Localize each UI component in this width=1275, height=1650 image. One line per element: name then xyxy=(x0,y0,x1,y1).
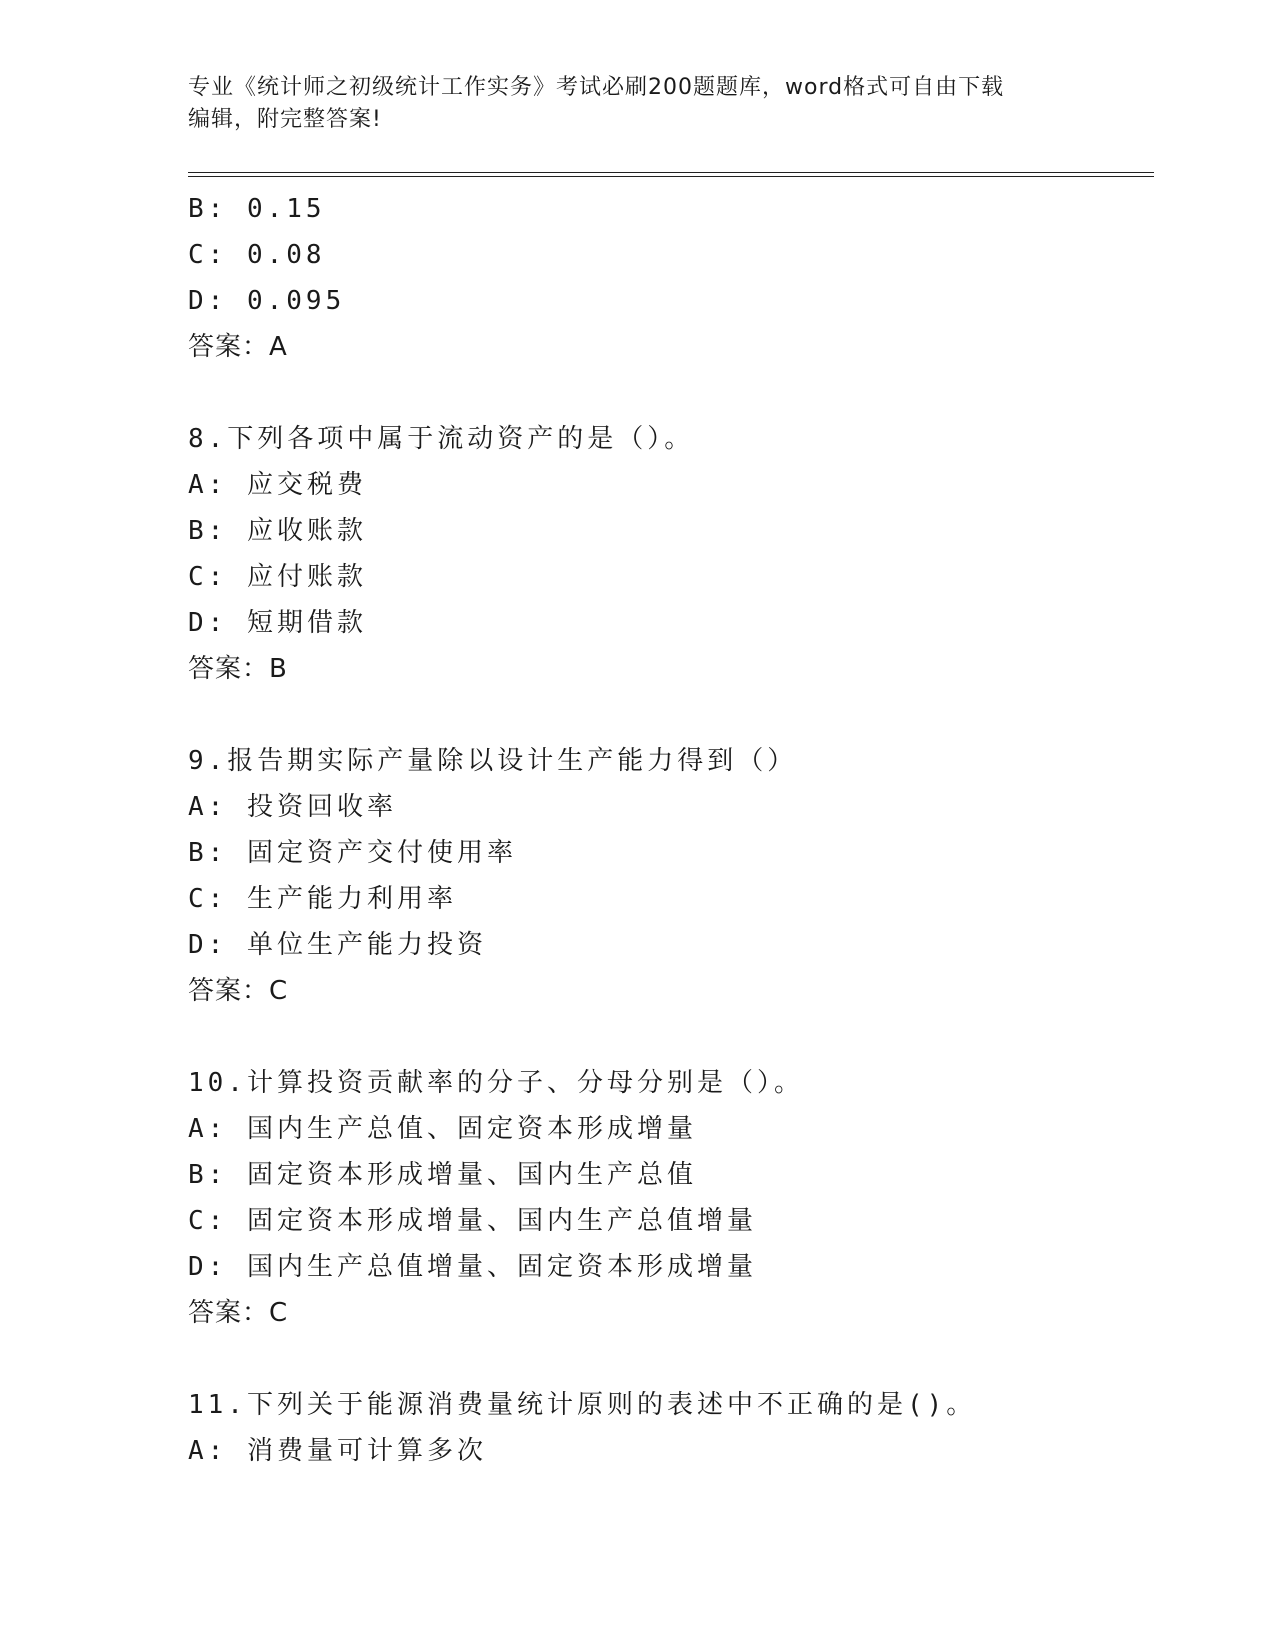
question-text: 9.报告期实际产量除以设计生产能力得到（） xyxy=(188,746,798,776)
option-a: A: 国内生产总值、固定资本形成增量 xyxy=(188,1114,697,1144)
option-c: C: 应付账款 xyxy=(188,562,367,592)
header-title-line-1: 专业《统计师之初级统计工作实务》考试必刷200题题库，word格式可自由下载 xyxy=(188,75,1005,100)
header-divider-bottom xyxy=(188,176,1154,177)
option-d: D: 短期借款 xyxy=(188,608,367,638)
answer-line: 答案：C xyxy=(188,976,289,1006)
option-d: D: 0.095 xyxy=(188,286,346,316)
header-title-line-2: 编辑，附完整答案! xyxy=(188,107,382,132)
option-d: D: 单位生产能力投资 xyxy=(188,930,487,960)
spacer xyxy=(188,692,1148,738)
question-9 xyxy=(188,738,1148,1014)
option-b: B: 应收账款 xyxy=(188,516,367,546)
question-text: 11.下列关于能源消费量统计原则的表述中不正确的是()。 xyxy=(188,1390,977,1420)
option-a: A: 投资回收率 xyxy=(188,792,397,822)
option-d: D: 国内生产总值增量、固定资本形成增量 xyxy=(188,1252,757,1282)
option-c: C: 生产能力利用率 xyxy=(188,884,457,914)
spacer xyxy=(188,1014,1148,1060)
question-text: 8.下列各项中属于流动资产的是（）。 xyxy=(188,424,695,454)
answer-line: 答案：B xyxy=(188,654,288,684)
question-list xyxy=(188,186,1148,1474)
option-a: A: 应交税费 xyxy=(188,470,367,500)
header-divider-top xyxy=(188,172,1154,173)
option-a: A: 消费量可计算多次 xyxy=(188,1436,487,1466)
spacer xyxy=(188,370,1148,416)
document-header xyxy=(188,72,1088,136)
answer-line: 答案：A xyxy=(188,332,288,362)
question-7 xyxy=(188,186,1148,370)
spacer xyxy=(188,1336,1148,1382)
option-b: B: 固定资本形成增量、国内生产总值 xyxy=(188,1160,697,1190)
option-c: C: 固定资本形成增量、国内生产总值增量 xyxy=(188,1206,757,1236)
question-10 xyxy=(188,1060,1148,1336)
option-b: B: 固定资产交付使用率 xyxy=(188,838,517,868)
question-text: 10.计算投资贡献率的分子、分母分别是（）。 xyxy=(188,1068,804,1098)
option-b: B: 0.15 xyxy=(188,194,326,224)
question-8 xyxy=(188,416,1148,692)
option-c: C: 0.08 xyxy=(188,240,326,270)
question-11 xyxy=(188,1382,1148,1474)
answer-line: 答案：C xyxy=(188,1298,289,1328)
